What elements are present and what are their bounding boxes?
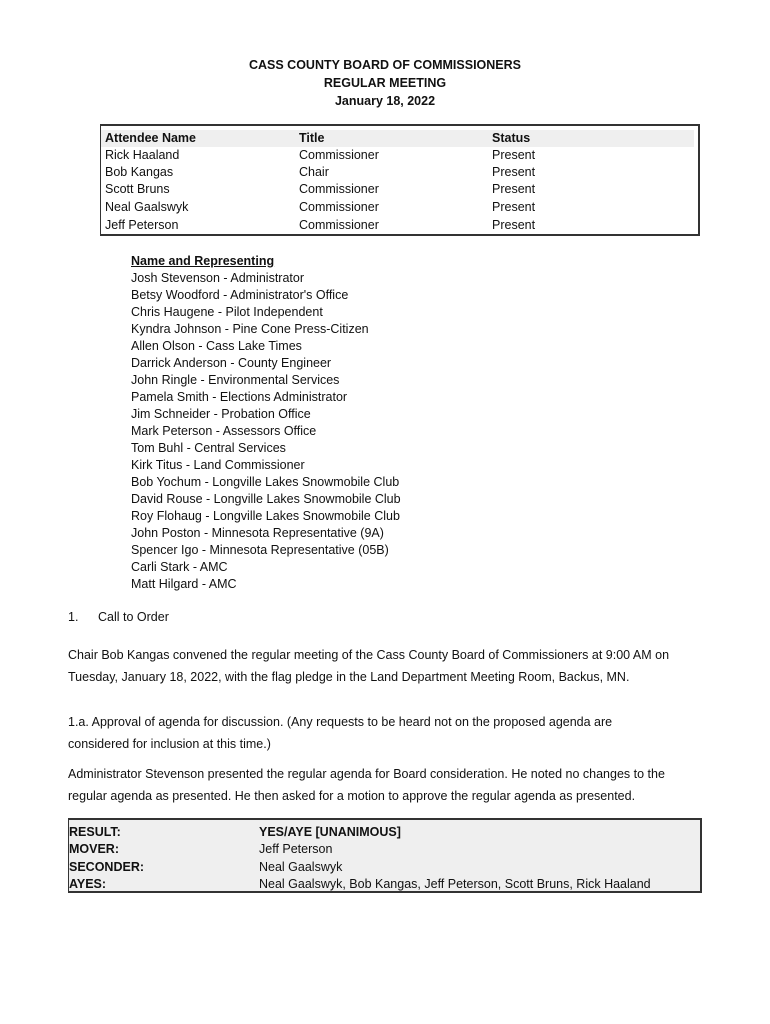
table-row [101,199,694,216]
call-to-order-paragraph [68,644,708,688]
list-item: David Rouse - Longville Lakes Snowmobile Club [131,492,401,506]
attendee-status: Present [492,148,536,162]
attendee-name: Neal Gaalswyk [105,200,189,214]
paragraph-line: 1.a. Approval of agenda for discussion. (Any requests to be heard not on the proposed agenda are [68,715,613,729]
header-meeting-type: REGULAR MEETING [323,76,447,90]
attendee-name: Bob Kangas [105,165,174,179]
representing-list [131,253,401,593]
seconder-value: Neal Gaalswyk [259,860,343,874]
table-row [101,181,694,198]
table-row [101,147,694,164]
paragraph-line: regular agenda as presented. He then asked for a motion to approve the regular agenda as presented. [68,789,636,803]
attendee-name: Scott Bruns [105,182,170,196]
paragraph-line: considered for inclusion at this time.) [68,737,271,751]
seconder-label: SECONDER: [69,860,145,874]
agenda-approval-heading [68,711,708,755]
list-item: John Poston - Minnesota Representative (9A) [131,526,384,540]
list-item: Roy Flohaug - Longville Lakes Snowmobile Club [131,509,400,523]
result-row [69,824,699,841]
list-item: Jim Schneider - Probation Office [131,407,311,421]
mover-row [69,841,699,858]
header-org-title: CASS COUNTY BOARD OF COMMISSIONERS [248,58,521,72]
list-item: Kirk Titus - Land Commissioner [131,458,305,472]
paragraph-line: Chair Bob Kangas convened the regular meeting of the Cass County Board of Commissioners at 9:00 AM on [68,648,670,662]
list-item: Allen Olson - Cass Lake Times [131,339,302,353]
attendee-status: Present [492,218,536,232]
mover-label: MOVER: [69,842,119,856]
attendee-name: Rick Haaland [105,148,180,162]
list-item: Kyndra Johnson - Pine Cone Press-Citizen [131,322,369,336]
attendee-table [100,124,700,236]
attendee-title: Commissioner [299,148,379,162]
list-item: Josh Stevenson - Administrator [131,271,304,285]
list-item: Betsy Woodford - Administrator's Office [131,288,349,302]
list-item: Chris Haugene - Pilot Independent [131,305,323,319]
agenda-item-number: 1. [68,610,79,624]
list-item: Pamela Smith - Elections Administrator [131,390,348,404]
column-header-title: Title [299,131,325,145]
attendee-status: Present [492,200,536,214]
list-item: Tom Buhl - Central Services [131,441,286,455]
ayes-label: AYES: [69,877,107,891]
list-item: Bob Yochum - Longville Lakes Snowmobile Club [131,475,400,489]
vote-result-box [68,818,702,893]
result-label: RESULT: [69,825,121,839]
representing-title: Name and Representing [131,254,275,268]
table-row [101,217,694,234]
attendee-table-header [101,130,694,147]
agenda-item-title: Call to Order [98,610,169,624]
attendee-title: Commissioner [299,200,379,214]
list-item: Mark Peterson - Assessors Office [131,424,317,438]
list-item: John Ringle - Environmental Services [131,373,340,387]
document-header [0,56,770,110]
ayes-value: Neal Gaalswyk, Bob Kangas, Jeff Peterson, Scott Bruns, Rick Haaland [259,877,651,891]
attendee-status: Present [492,182,536,196]
list-item: Spencer Igo - Minnesota Representative (05B) [131,543,389,557]
attendee-status: Present [492,165,536,179]
agenda-approval-paragraph [68,763,708,807]
column-header-status: Status [492,131,531,145]
list-item: Carli Stark - AMC [131,560,228,574]
mover-value: Jeff Peterson [259,842,333,856]
attendee-title: Chair [299,165,329,179]
list-item: Darrick Anderson - County Engineer [131,356,332,370]
paragraph-line: Tuesday, January 18, 2022, with the flag pledge in the Land Department Meeting Room, Backus, MN. [68,670,630,684]
seconder-row [69,859,699,876]
attendee-title: Commissioner [299,218,379,232]
column-header-name: Attendee Name [105,131,196,145]
attendee-title: Commissioner [299,182,379,196]
header-meeting-date: January 18, 2022 [334,94,436,108]
table-row [101,164,694,181]
result-value: YES/AYE [UNANIMOUS] [259,825,401,839]
attendee-name: Jeff Peterson [105,218,179,232]
ayes-row [69,876,699,893]
list-item: Matt Hilgard - AMC [131,577,237,591]
paragraph-line: Administrator Stevenson presented the regular agenda for Board consideration. He noted no changes to the [68,767,665,781]
